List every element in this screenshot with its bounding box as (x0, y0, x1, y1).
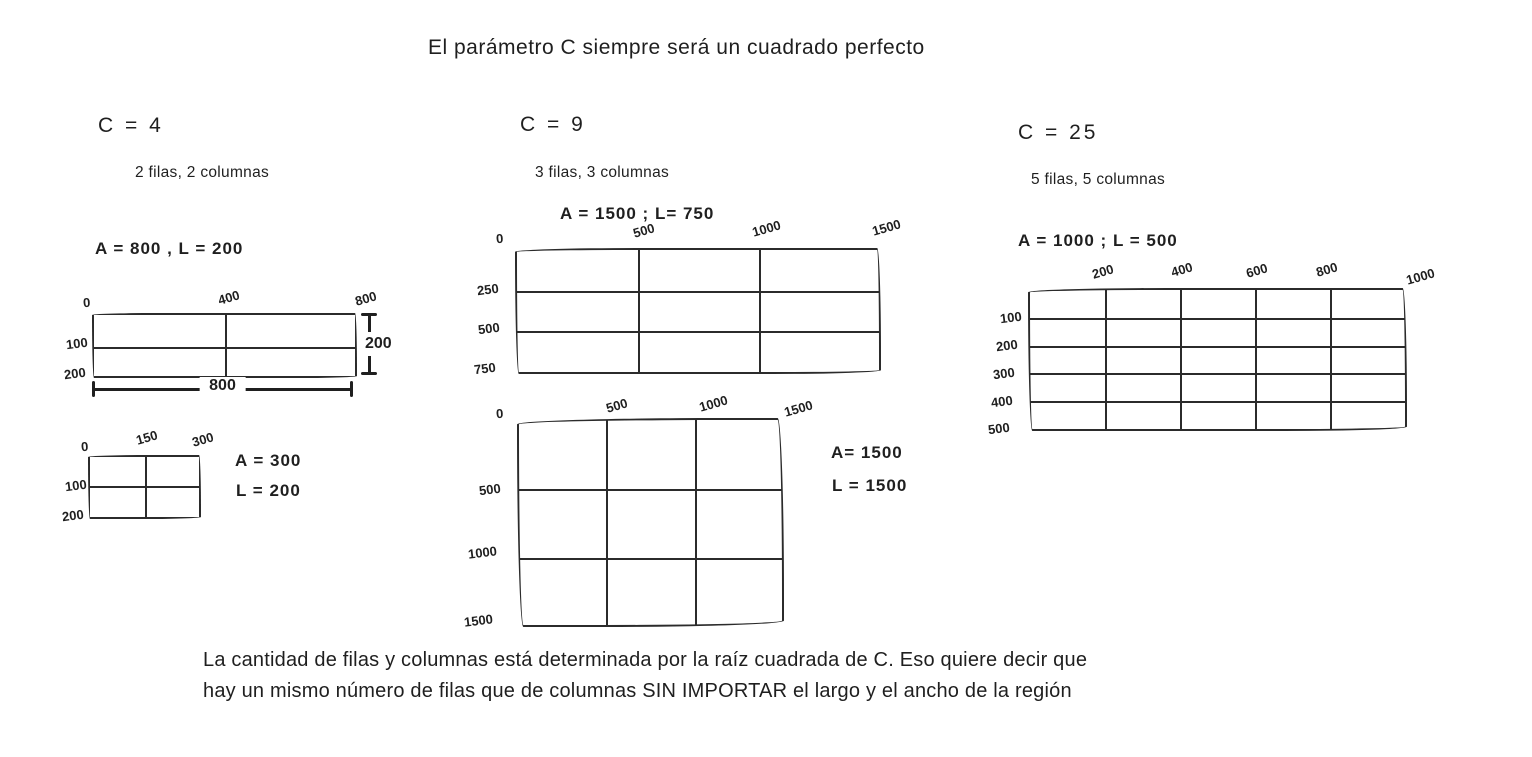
page-title: El parámetro C siempre será un cuadrado perfecto (428, 36, 925, 59)
section-c9-heading: C = 9 (520, 113, 586, 136)
grid-line-vertical (1330, 290, 1332, 429)
section-c4-subheading: 2 filas, 2 columnas (135, 164, 270, 181)
footer-explanation (203, 645, 1087, 706)
grid-line-horizontal (90, 486, 199, 488)
grid-line-horizontal (1030, 346, 1405, 348)
x-tick-label: 1000 (697, 392, 730, 415)
x-tick-label: 1000 (750, 217, 783, 240)
grid-c4-small (88, 455, 201, 519)
grid-line-horizontal (517, 291, 879, 293)
bracket-cap (361, 372, 377, 375)
x-tick-label: 800 (353, 288, 379, 309)
area-label: A = 300 (235, 451, 302, 470)
x-tick-label: 400 (1169, 259, 1195, 280)
area-label: A= 1500 (831, 443, 903, 462)
x-tick-label: 0 (82, 294, 91, 311)
x-tick-label: 1500 (870, 216, 903, 239)
height-dimension-label: 200 (365, 332, 392, 356)
width-dimension-label: 800 (199, 377, 246, 395)
y-tick-label: 200 (63, 364, 87, 383)
grid-line-vertical (225, 315, 227, 376)
y-tick-label: 300 (992, 364, 1016, 383)
x-tick-label: 600 (1244, 260, 1270, 281)
width-dimension-bracket (92, 377, 353, 397)
grid-line-vertical (759, 250, 761, 372)
x-tick-label: 500 (604, 395, 630, 416)
grid-line-vertical (1180, 290, 1182, 429)
section-c25-heading: C = 25 (1018, 121, 1099, 144)
grid-line-horizontal (94, 347, 355, 349)
y-tick-label: 500 (478, 480, 502, 499)
grid-c25 (1028, 288, 1407, 431)
grid-line-horizontal (1030, 318, 1405, 320)
section-c25-params: A = 1000 ; L = 500 (1018, 231, 1178, 250)
grid-line-horizontal (1030, 401, 1405, 403)
section-c4-heading: C = 4 (98, 114, 164, 137)
y-tick-label: 400 (990, 392, 1014, 411)
x-tick-label: 0 (495, 405, 504, 422)
footer-line-2: hay un mismo número de filas que de columnas SIN IMPORTAR el largo y el ancho de la región (203, 679, 1072, 702)
x-tick-label: 1000 (1404, 265, 1437, 288)
grid-line-horizontal (519, 489, 782, 491)
grid-line-vertical (606, 420, 608, 625)
x-tick-label: 300 (190, 429, 216, 450)
y-tick-label: 200 (61, 506, 85, 525)
length-label: L = 200 (236, 481, 301, 500)
x-tick-label: 1500 (782, 397, 815, 420)
grid-line-horizontal (519, 558, 782, 560)
x-tick-label: 0 (80, 438, 89, 455)
bracket-cap (350, 381, 353, 397)
y-tick-label: 200 (995, 336, 1019, 355)
grid-line-horizontal (517, 331, 879, 333)
y-tick-label: 250 (476, 280, 500, 299)
section-c25-subheading: 5 filas, 5 columnas (1031, 171, 1166, 188)
y-tick-label: 100 (999, 308, 1023, 327)
grid-line-vertical (695, 420, 697, 625)
section-c4-params: A = 800 , L = 200 (95, 239, 244, 258)
grid-c9-top (515, 248, 881, 374)
y-tick-label: 1500 (463, 611, 494, 630)
grid-line-vertical (638, 250, 640, 372)
x-tick-label: 150 (134, 427, 160, 448)
y-tick-label: 750 (473, 359, 497, 378)
grid-c4-main (92, 313, 357, 378)
footer-line-1: La cantidad de filas y columnas está determinada por la raíz cuadrada de C. Eso quiere decir que (203, 649, 1088, 671)
y-tick-label: 1000 (467, 543, 498, 562)
grid-line-vertical (1255, 290, 1257, 429)
x-tick-label: 500 (631, 220, 657, 241)
section-c9-subheading: 3 filas, 3 columnas (535, 164, 670, 181)
height-dimension-bracket (361, 313, 392, 375)
x-tick-label: 800 (1314, 259, 1340, 280)
y-tick-label: 100 (64, 476, 88, 495)
y-tick-label: 500 (477, 319, 501, 338)
x-tick-label: 0 (495, 230, 504, 247)
grid-line-horizontal (1030, 373, 1405, 375)
section-c9-params: A = 1500 ; L= 750 (560, 204, 715, 223)
y-tick-label: 500 (987, 419, 1011, 438)
length-label: L = 1500 (832, 476, 908, 495)
grid-c9-bottom (517, 418, 784, 627)
x-tick-label: 200 (1090, 261, 1116, 282)
grid-line-vertical (1105, 290, 1107, 429)
y-tick-label: 100 (65, 334, 89, 353)
x-tick-label: 400 (216, 287, 242, 308)
